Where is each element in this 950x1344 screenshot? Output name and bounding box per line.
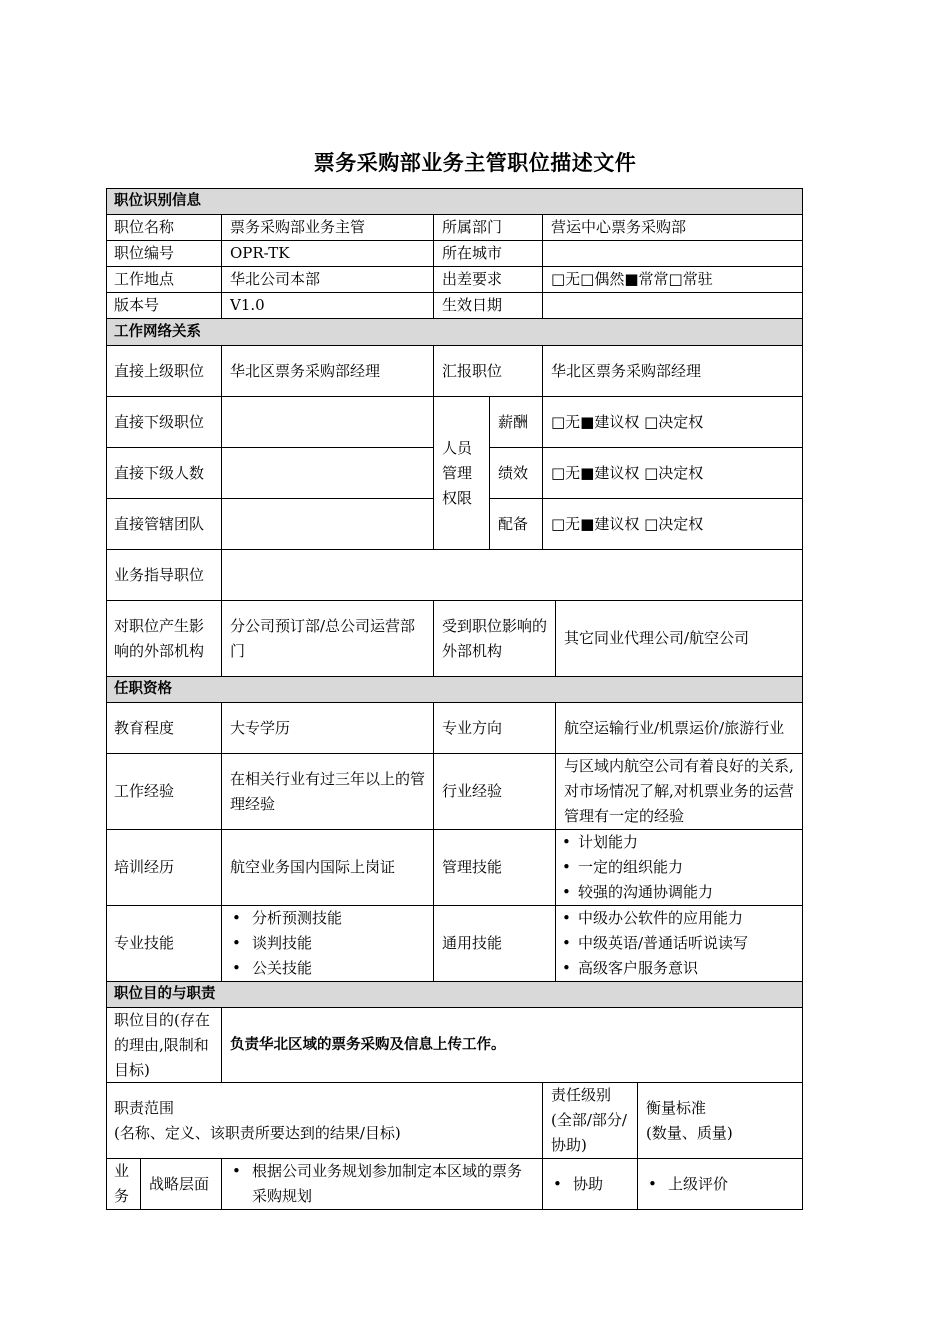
- list-item: • 谈判技能: [224, 931, 342, 956]
- performance-value: □无■建议权 □决定权: [543, 448, 803, 499]
- strategy-duty: [222, 1159, 543, 1210]
- industry-exp-value: 与区域内航空公司有着良好的关系,对市场情况了解,对机票业务的运营管理有一定的经验: [556, 754, 803, 830]
- list-item: • 中级英语/普通话听说读写: [558, 931, 748, 956]
- position-name-label: 职位名称: [106, 215, 222, 241]
- scope-header: [106, 1083, 543, 1159]
- strategy-level: [543, 1159, 638, 1210]
- list-item: • 高级客户服务意识: [558, 956, 748, 981]
- external-affect-label: 对职位产生影响的外部机构: [106, 601, 222, 677]
- document-title: 票务采购部业务主管职位描述文件: [313, 151, 637, 175]
- external-affect-value: 分公司预订部/总公司运营部门: [222, 601, 434, 677]
- section-identity: 职位识别信息: [106, 188, 803, 215]
- external-affected-value: 其它同业代理公司/航空公司: [556, 601, 803, 677]
- measure-label: 衡量标准: [646, 1098, 707, 1117]
- strategy-measure: [638, 1159, 803, 1210]
- mgmt-skill-list: [556, 830, 803, 906]
- training-label: 培训经历: [106, 830, 222, 906]
- list-item: • 较强的沟通协调能力: [558, 880, 713, 905]
- industry-exp-label: 行业经验: [434, 754, 556, 830]
- purpose-label: 职位目的(存在的理由,限制和目标): [106, 1008, 222, 1083]
- list-item: • 计划能力: [558, 830, 713, 855]
- list-item: • 协助: [545, 1172, 603, 1197]
- list-item: • 中级办公软件的应用能力: [558, 906, 748, 931]
- training-value: 航空业务国内国际上岗证: [222, 830, 434, 906]
- team-value: [222, 499, 434, 550]
- guidance-value: [222, 550, 803, 601]
- travel-value: □无□偶然■常常□常驻: [543, 267, 803, 293]
- city-label: 所在城市: [434, 241, 543, 267]
- report-value: 华北区票务采购部经理: [543, 346, 803, 397]
- measure-subtitle: (数量、质量): [646, 1123, 733, 1142]
- general-skill-list: [556, 906, 803, 982]
- version-label: 版本号: [106, 293, 222, 319]
- authority-label: 人员管理权限: [434, 397, 490, 550]
- education-value: 大专学历: [222, 703, 434, 754]
- version-value: V1.0: [222, 293, 434, 319]
- subordinate-count-label: 直接下级人数: [106, 448, 222, 499]
- mgmt-skill-label: 管理技能: [434, 830, 556, 906]
- position-code-value: OPR-TK: [222, 241, 434, 267]
- performance-label: 绩效: [490, 448, 543, 499]
- subordinate-value: [222, 397, 434, 448]
- subordinate-label: 直接下级职位: [106, 397, 222, 448]
- strategy-label: 战略层面: [141, 1159, 222, 1210]
- city-value: [543, 241, 803, 267]
- subordinate-count-value: [222, 448, 434, 499]
- work-exp-value: 在相关行业有过三年以上的管理经验: [222, 754, 434, 830]
- work-exp-label: 工作经验: [106, 754, 222, 830]
- work-location-value: 华北公司本部: [222, 267, 434, 293]
- major-label: 专业方向: [434, 703, 556, 754]
- salary-value: □无■建议权 □决定权: [543, 397, 803, 448]
- level-header: 责任级别(全部/部分/协助): [543, 1083, 638, 1159]
- position-code-label: 职位编号: [106, 241, 222, 267]
- section-network: 工作网络关系: [106, 319, 803, 346]
- list-item: • 分析预测技能: [224, 906, 342, 931]
- list-item: • 根据公司业务规划参加制定本区域的票务采购规划: [224, 1159, 534, 1209]
- scope-label: 职责范围: [114, 1098, 175, 1117]
- superior-label: 直接上级职位: [106, 346, 222, 397]
- general-skill-label: 通用技能: [434, 906, 556, 982]
- staffing-value: □无■建议权 □决定权: [543, 499, 803, 550]
- salary-label: 薪酬: [490, 397, 543, 448]
- section-purpose: 职位目的与职责: [106, 982, 803, 1008]
- staffing-label: 配备: [490, 499, 543, 550]
- position-name-value: 票务采购部业务主管: [222, 215, 434, 241]
- business-label: 业务: [106, 1159, 141, 1210]
- scope-subtitle: (名称、定义、该职责所要达到的结果/目标): [114, 1123, 401, 1142]
- list-item: • 上级评价: [640, 1172, 728, 1197]
- purpose-value: 负责华北区域的票务采购及信息上传工作。: [222, 1008, 803, 1083]
- major-value: 航空运输行业/机票运价/旅游行业: [556, 703, 803, 754]
- pro-skill-label: 专业技能: [106, 906, 222, 982]
- department-value: 营运中心票务采购部: [543, 215, 803, 241]
- external-affected-label: 受到职位影响的外部机构: [434, 601, 556, 677]
- measure-header: [638, 1083, 803, 1159]
- effective-date-label: 生效日期: [434, 293, 543, 319]
- superior-value: 华北区票务采购部经理: [222, 346, 434, 397]
- report-label: 汇报职位: [434, 346, 543, 397]
- pro-skill-list: [222, 906, 434, 982]
- list-item: • 一定的组织能力: [558, 855, 713, 880]
- team-label: 直接管辖团队: [106, 499, 222, 550]
- guidance-label: 业务指导职位: [106, 550, 222, 601]
- list-item: • 公关技能: [224, 956, 342, 981]
- effective-date-value: [543, 293, 803, 319]
- travel-label: 出差要求: [434, 267, 543, 293]
- work-location-label: 工作地点: [106, 267, 222, 293]
- department-label: 所属部门: [434, 215, 543, 241]
- education-label: 教育程度: [106, 703, 222, 754]
- section-qualifications: 任职资格: [106, 677, 803, 703]
